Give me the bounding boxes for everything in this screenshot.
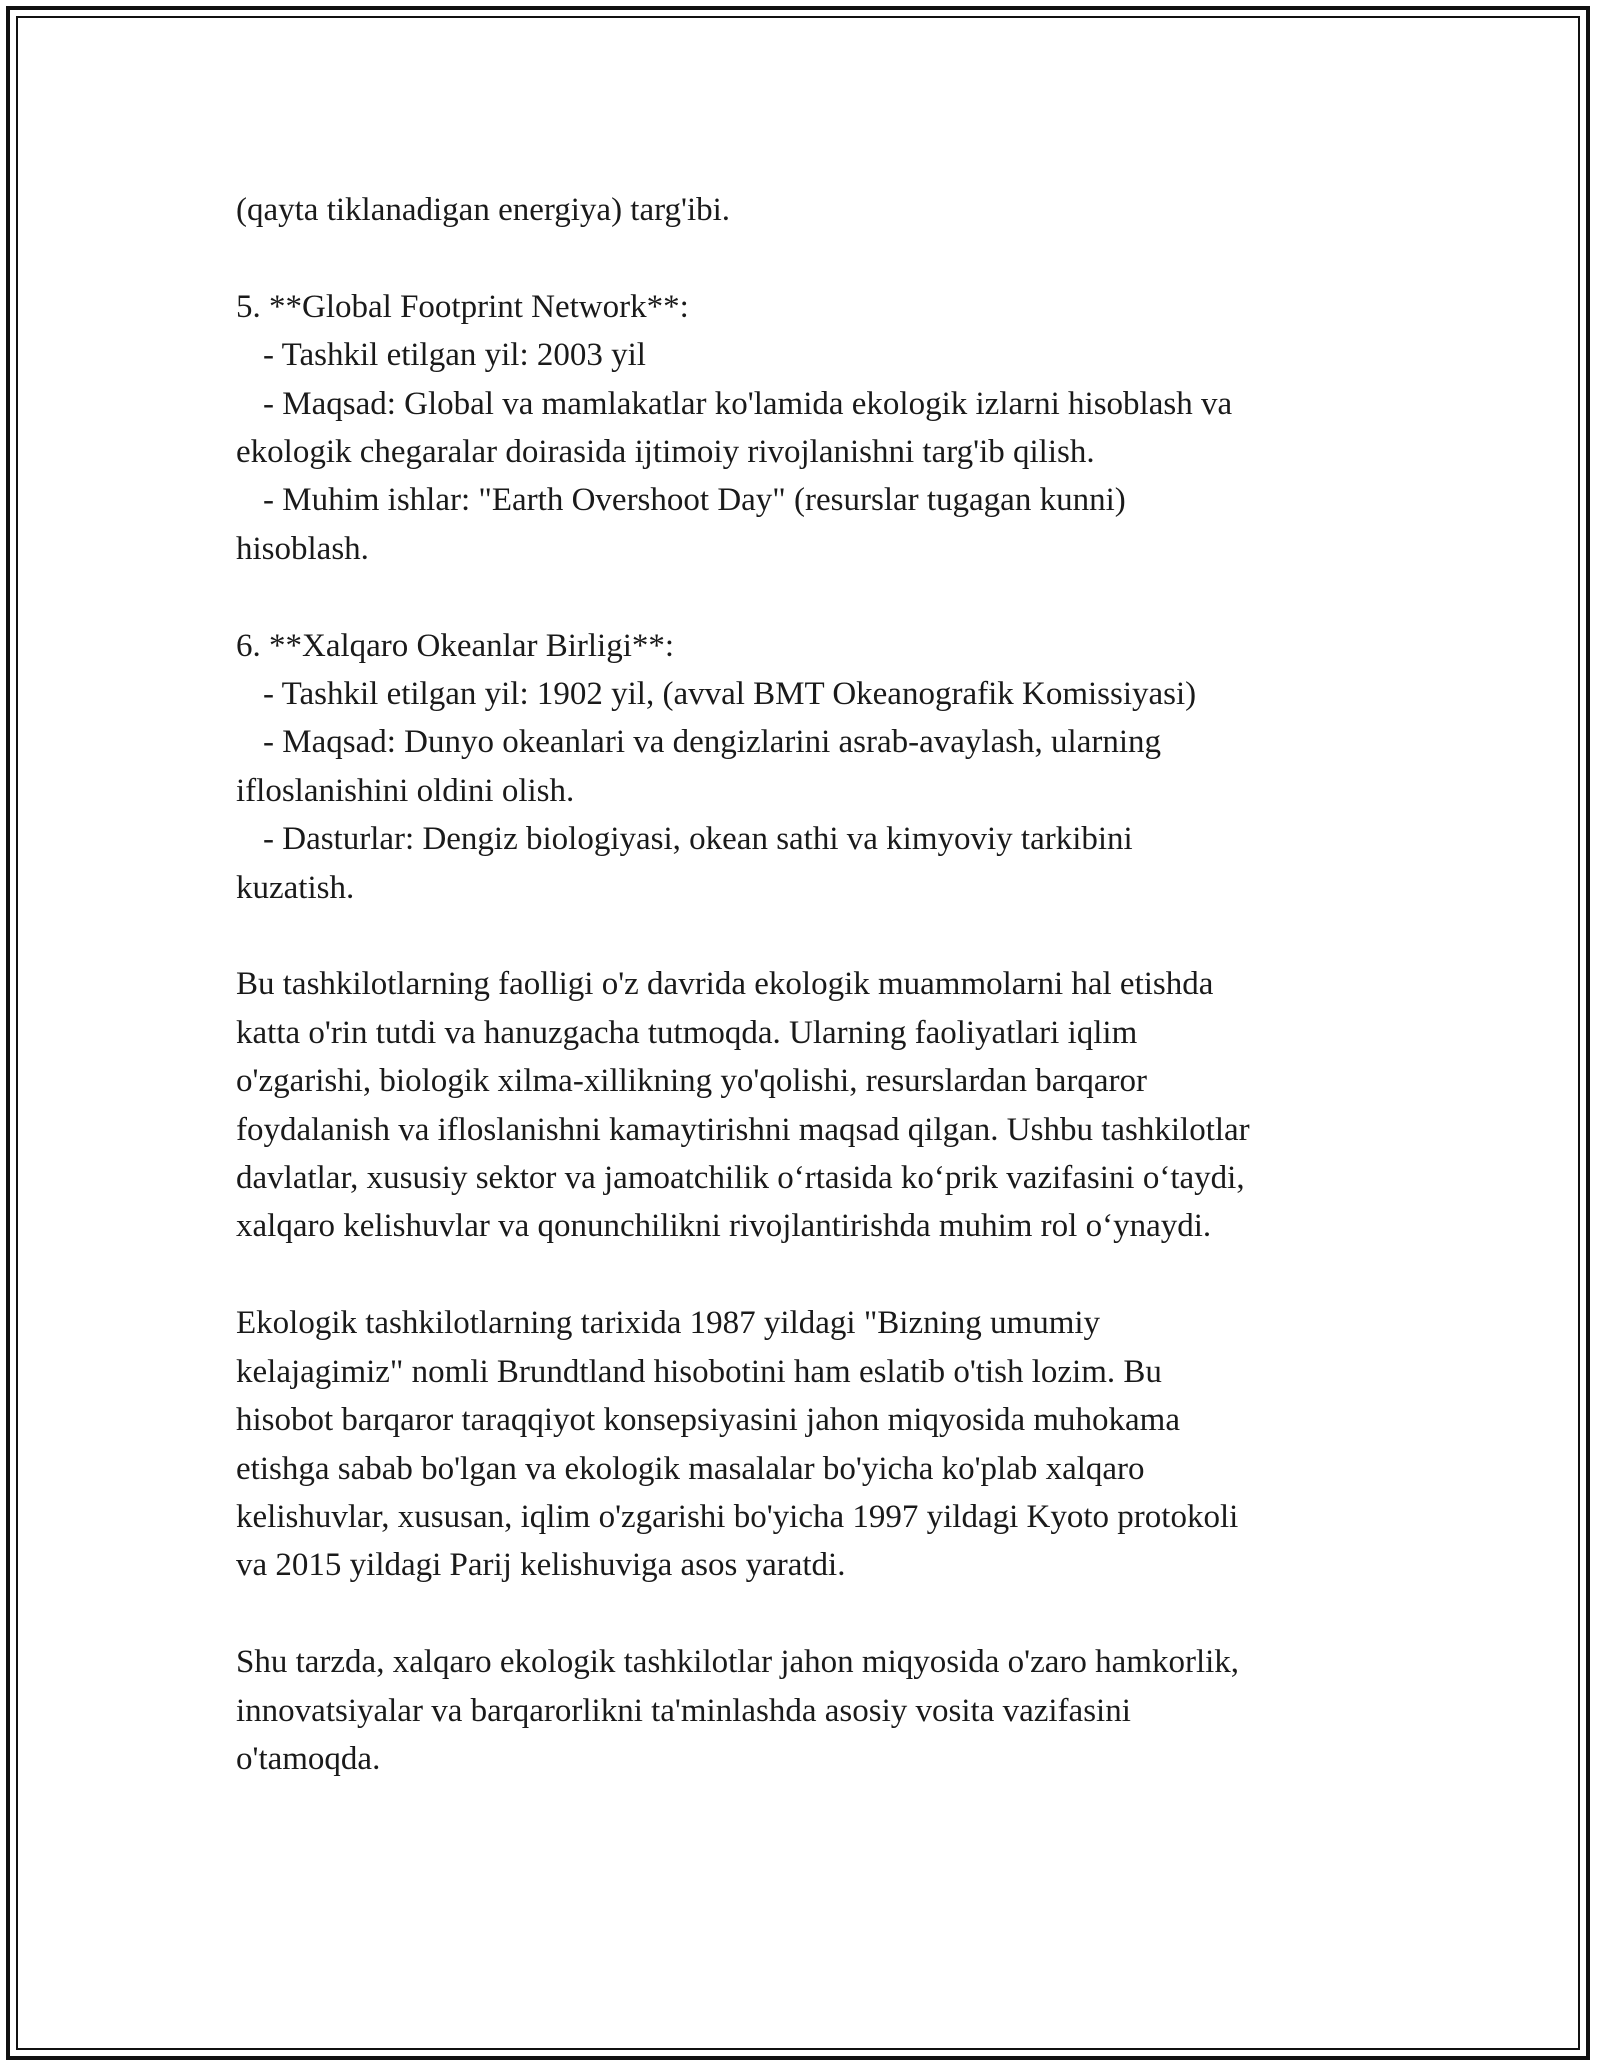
blank-line bbox=[236, 1251, 1366, 1299]
list-item-line: ifloslanishini oldini olish. bbox=[236, 772, 575, 809]
blank-line bbox=[236, 234, 1366, 282]
paragraph-line: o'tamoqda. bbox=[236, 1740, 381, 1777]
paragraph-line: o'zgarishi, biologik xilma-xillikning yo'qolishi, resurslardan barqaror bbox=[236, 1063, 1147, 1100]
blank-line bbox=[236, 573, 1366, 621]
paragraph-line: davlatlar, xususiy sektor va jamoatchilik o‘rtasida ko‘prik vazifasini o‘taydi, bbox=[236, 1160, 1245, 1197]
section-xalqaro-okeanlar-birligi bbox=[236, 622, 1366, 912]
list-item-line: hisoblash. bbox=[236, 530, 369, 567]
list-item-line: - Tashkil etilgan yil: 1902 yil, (avval BMT Okeanografik Komissiyasi) bbox=[263, 676, 1197, 713]
continuation-line: (qayta tiklanadigan energiya) targ'ibi. bbox=[236, 192, 731, 228]
list-item-line: - Maqsad: Dunyo okeanlari va dengizlarini asrab-avaylash, ularning bbox=[263, 724, 1162, 761]
paragraph-line: etishga sabab bo'lgan va ekologik masalalar bo'yicha ko'plab xalqaro bbox=[236, 1450, 1145, 1487]
paragraph-line: Shu tarzda, xalqaro ekologik tashkilotlar jahon miqyosida o'zaro hamkorlik, bbox=[236, 1644, 1240, 1681]
list-item-line: - Dasturlar: Dengiz biologiyasi, okean sathi va kimyoviy tarkibini bbox=[263, 821, 1133, 858]
paragraph-line: Ekologik tashkilotlarning tarixida 1987 yildagi "Bizning umumiy bbox=[236, 1305, 1101, 1342]
list-item-line: - Tashkil etilgan yil: 2003 yil bbox=[263, 337, 646, 374]
paragraph-line: kelishuvlar, xususan, iqlim o'zgarishi bo'yicha 1997 yildagi Kyoto protokoli bbox=[236, 1498, 1239, 1535]
paragraph-line: hisobot barqaror taraqqiyot konsepsiyasini jahon miqyosida muhokama bbox=[236, 1402, 1180, 1439]
paragraph-line: xalqaro kelishuvlar va qonunchilikni rivojlantirishda muhim rol o‘ynaydi. bbox=[236, 1208, 1212, 1245]
blank-line bbox=[236, 1590, 1366, 1638]
section-global-footprint-network bbox=[236, 283, 1366, 573]
paragraph-line: katta o'rin tutdi va hanuzgacha tutmoqda. Ularning faoliyatlari iqlim bbox=[236, 1014, 1138, 1051]
list-item-line: kuzatish. bbox=[236, 869, 355, 906]
list-item-line: - Muhim ishlar: "Earth Overshoot Day" (resurslar tugagan kunni) bbox=[263, 482, 1126, 519]
list-item-line: - Maqsad: Global va mamlakatlar ko'lamida ekologik izlarni hisoblash va bbox=[263, 385, 1233, 422]
list-item-line: ekologik chegaralar doirasida ijtimoiy rivojlanishni targ'ib qilish. bbox=[236, 434, 1095, 471]
paragraph-line: Bu tashkilotlarning faolligi o'z davrida ekologik muammolarni hal etishda bbox=[236, 966, 1214, 1003]
paragraph-line: kelajagimiz" nomli Brundtland hisobotini ham eslatib o'tish lozim. Bu bbox=[236, 1353, 1162, 1390]
paragraph-conclusion bbox=[236, 1638, 1366, 1783]
document-body bbox=[236, 186, 1366, 1783]
blank-line bbox=[236, 912, 1366, 960]
paragraph-line: innovatsiyalar va barqarorlikni ta'minlashda asosiy vosita vazifasini bbox=[236, 1692, 1131, 1729]
paragraph-brundtland-report bbox=[236, 1299, 1366, 1589]
paragraph-line: foydalanish va ifloslanishni kamaytirishni maqsad qilgan. Ushbu tashkilotlar bbox=[236, 1111, 1250, 1148]
paragraph-line: va 2015 yildagi Parij kelishuviga asos yaratdi. bbox=[236, 1547, 846, 1584]
section-heading: 6. **Xalqaro Okeanlar Birligi**: bbox=[236, 627, 675, 664]
paragraph-activity-summary bbox=[236, 960, 1366, 1250]
section-heading: 5. **Global Footprint Network**: bbox=[236, 288, 689, 325]
